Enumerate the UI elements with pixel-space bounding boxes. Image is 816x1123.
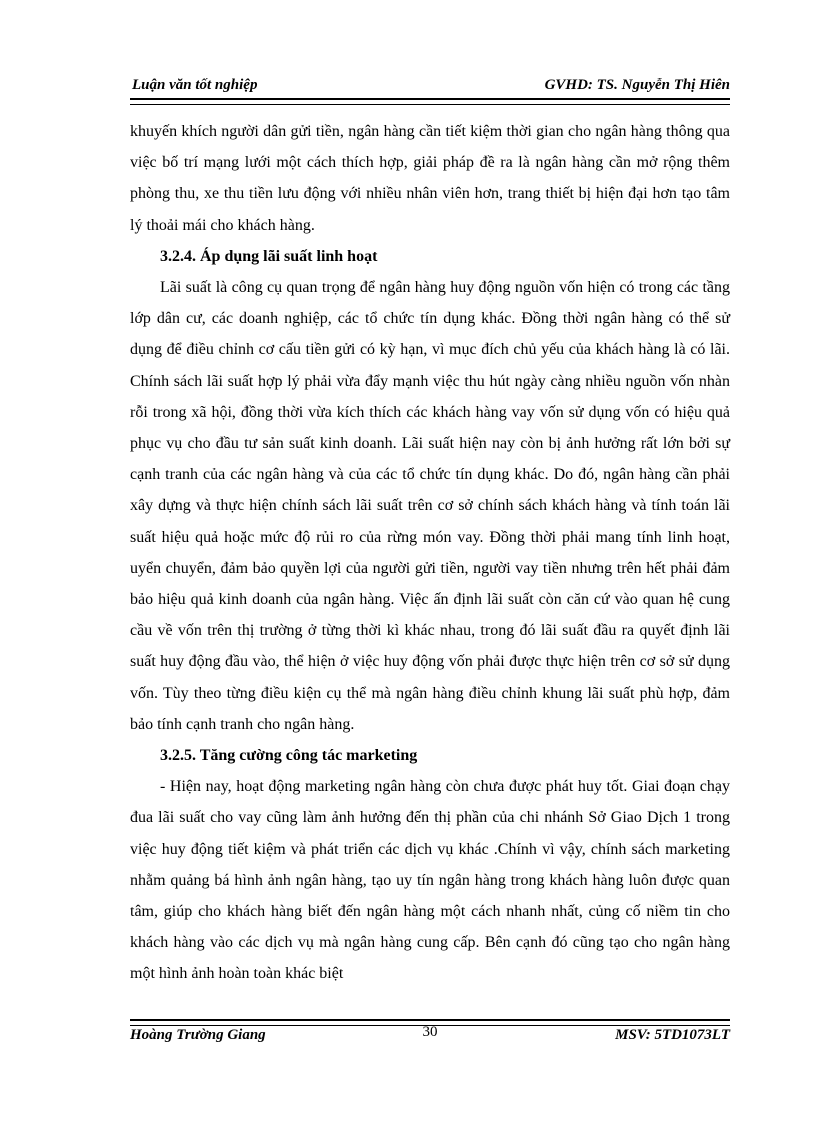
- paragraph-interest-rate: Lãi suất là công cụ quan trọng để ngân hàng huy động nguồn vốn hiện có trong các tầng lớp dân cư, các doanh nghiệp, các tổ chức tín dụng khác. Đồng thời ngân hàng có thể sử dụng để điều chỉnh cơ cấu tiền gửi có kỳ hạn, vì mục đích chủ yếu của khách hàng là có lãi. Chính sách lãi suất hợp lý phải vừa đẩy mạnh việc thu hút ngày càng nhiều nguồn vốn nhàn rỗi trong xã hội, đồng thời vừa kích thích các khách hàng vay vốn sử dụng vốn có hiệu quả phục vụ cho đầu tư sản suất kinh doanh. Lãi suất hiện nay còn bị ảnh hưởng rất lớn bởi sự cạnh tranh của các ngân hàng và của các tổ chức tín dụng khác. Do đó, ngân hàng cần phải xây dựng và thực hiện chính sách lãi suất trên cơ sở chính sách khách hàng và tính toán lãi suất hiệu quả hoặc mức độ rủi ro của rừng món vay. Đồng thời phải mang tính linh hoạt, uyển chuyển, đảm bảo quyền lợi của người gửi tiền, người vay tiền nhưng trên hết phải đảm bảo hiệu quả kinh doanh của ngân hàng. Việc ấn định lãi suất còn căn cứ vào quan hệ cung cầu về vốn trên thị trường ở từng thời kì khác nhau, trong đó lãi suất đầu ra quyết định lãi suất huy động đầu vào, thể hiện ở việc huy động vốn phải được thực hiện trên cơ sở sử dụng vốn. Tùy theo từng điều kiện cụ thể mà ngân hàng điều chỉnh khung lãi suất phù hợp, đảm bảo tính cạnh tranh cho ngân hàng.: [130, 279, 730, 733]
- page-number: 30: [422, 1024, 438, 1040]
- footer-author: Hoàng Trường Giang: [130, 1027, 266, 1043]
- paragraph-continuation: khuyến khích người dân gửi tiền, ngân hàng cần tiết kiệm thời gian cho ngân hàng thông qua việc bố trí mạng lưới một cách thích hợp, giải pháp đề ra là ngân hàng cần mở rộng thêm phòng thu, xe thu tiền lưu động với nhiều nhân viên hơn, trang thiết bị hiện đại hơn tạo tâm lý thoải mái cho khách hàng.: [130, 123, 730, 234]
- header-supervisor: GVHD: TS. Nguyễn Thị Hiên: [544, 77, 730, 93]
- document-body: [130, 116, 730, 990]
- header-divider: [130, 98, 730, 105]
- page-footer: [130, 1024, 730, 1050]
- paragraph-marketing: - Hiện nay, hoạt động marketing ngân hàng còn chưa được phát huy tốt. Giai đoạn chạy đua lãi suất cho vay cũng làm ảnh hưởng đến thị phần của chi nhánh Sở Giao Dịch 1 trong việc huy động tiết kiệm và phát triển các dịch vụ khác .Chính vì vậy, chính sách marketing nhằm quảng bá hình ảnh ngân hàng, tạo uy tín ngân hàng trong khách hàng luôn được quan tâm, giúp cho khách hàng biết đến ngân hàng một cách nhanh nhất, củng cố niềm tin cho khách hàng vào các dịch vụ mà ngân hàng cung cấp. Bên cạnh đó cũng tạo cho ngân hàng một hình ảnh hoàn toàn khác biệt: [130, 778, 730, 983]
- header-thesis-title: Luận văn tốt nghiệp: [132, 77, 258, 93]
- section-heading-3-2-4: 3.2.4. Áp dụng lãi suất linh hoạt: [160, 247, 378, 265]
- footer-student-id: MSV: 5TD1073LT: [615, 1027, 730, 1043]
- page-header: [130, 74, 730, 98]
- section-heading-3-2-5: 3.2.5. Tăng cường công tác marketing: [160, 747, 418, 765]
